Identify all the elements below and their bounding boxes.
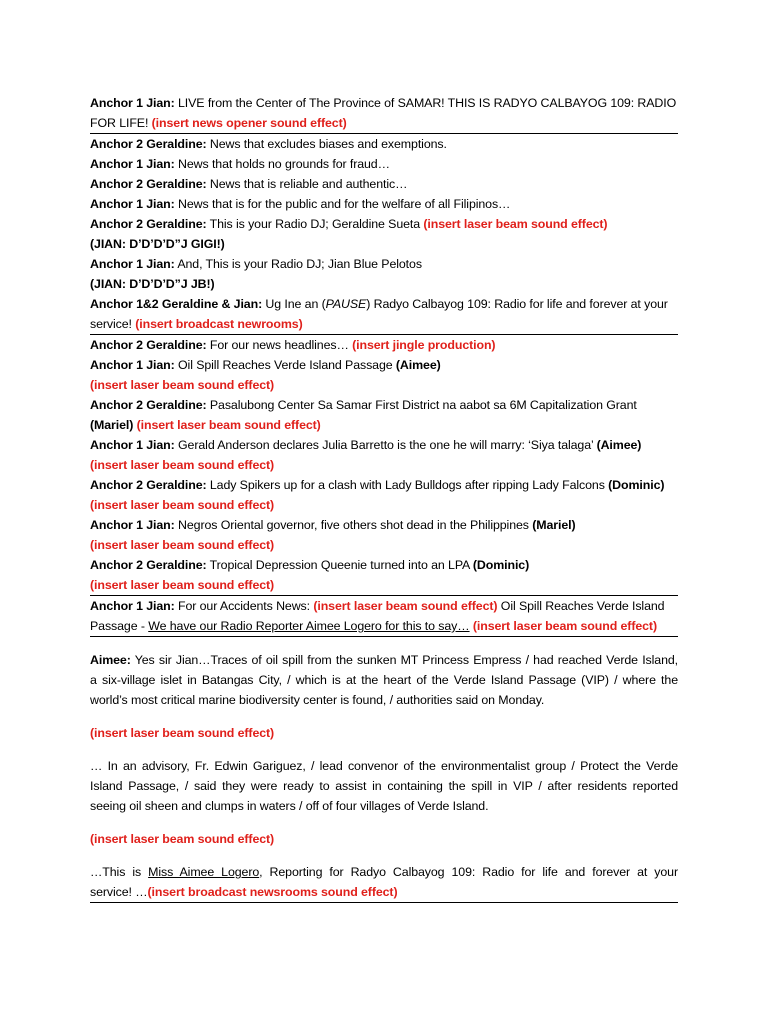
line-text: Yes sir Jian…Traces of oil spill from the sunken MT Princess Empress / had reached Verde Island, xyxy=(130,653,678,667)
sound-cue: (insert laser beam sound effect) xyxy=(90,832,275,846)
line-text: ) Radyo Calbayog 109: Radio for life and forever at your xyxy=(366,297,668,311)
sound-cue: (insert laser beam sound effect) xyxy=(90,378,275,392)
paragraph-gap xyxy=(90,710,678,723)
line-text: Gerald Anderson declares Julia Barretto is the one he will marry: ‘Siya talaga’ xyxy=(174,438,597,452)
speaker-label: Anchor 2 Geraldine: xyxy=(90,558,207,572)
line-text: Negros Oriental governor, five others shot dead in the Philippines xyxy=(174,518,533,532)
script-line xyxy=(90,335,678,355)
script-line xyxy=(90,575,678,595)
report-line xyxy=(90,670,678,690)
speaker-label: (Mariel) xyxy=(532,518,576,532)
line-text: For our news headlines… xyxy=(206,338,353,352)
script-line xyxy=(90,415,678,435)
underlined-text: Miss Aimee Logero xyxy=(148,865,260,879)
line-text: For our Accidents News: xyxy=(174,599,314,613)
report-line xyxy=(90,690,678,710)
script-line xyxy=(90,375,678,395)
sound-cue: (insert laser beam sound effect) xyxy=(313,599,498,613)
script-line xyxy=(90,93,678,113)
speaker-label: Anchor 1 Jian: xyxy=(90,257,175,271)
report-line xyxy=(90,650,678,670)
speaker-label: (Dominic) xyxy=(472,558,530,572)
script-line xyxy=(90,596,678,616)
sound-cue: (insert laser beam sound effect) xyxy=(90,726,275,740)
line-text: , Reporting for Radyo Calbayog 109: Radio for life and forever at your xyxy=(259,865,678,879)
sound-cue: (insert news opener sound effect) xyxy=(151,116,347,130)
line-text: …This is xyxy=(90,865,149,879)
line-text: LIVE from the Center of The Province of SAMAR! THIS IS RADYO CALBAYOG 109: RADIO xyxy=(174,96,677,110)
speaker-label: Anchor 1 Jian: xyxy=(90,599,175,613)
speaker-label: Anchor 2 Geraldine: xyxy=(90,137,207,151)
script-line xyxy=(90,535,678,555)
line-text: Oil Spill Reaches Verde Island xyxy=(497,599,665,613)
script-segment xyxy=(90,596,678,637)
report-line xyxy=(90,796,678,816)
report-line xyxy=(90,882,678,902)
speaker-label: (Dominic) xyxy=(608,478,665,492)
line-text: Lady Spikers up for a clash with Lady Bulldogs after ripping Lady Falcons xyxy=(206,478,609,492)
script-line xyxy=(90,616,678,636)
sound-cue: (insert jingle production) xyxy=(352,338,496,352)
sound-cue: (insert broadcast newrooms) xyxy=(135,317,303,331)
line-text: Oil Spill Reaches Verde Island Passage xyxy=(174,358,396,372)
line-text: News that is for the public and for the welfare of all Filipinos… xyxy=(174,197,511,211)
report-line xyxy=(90,756,678,776)
script-line xyxy=(90,154,678,174)
underlined-text: We have our Radio Reporter Aimee Logero for this to say… xyxy=(148,619,470,633)
line-text: News that holds no grounds for fraud… xyxy=(174,157,390,171)
script-line xyxy=(90,134,678,154)
script-line xyxy=(90,234,678,254)
speaker-label: Anchor 1 Jian: xyxy=(90,438,175,452)
speaker-label: (Aimee) xyxy=(596,438,642,452)
line-text: News that is reliable and authentic… xyxy=(206,177,408,191)
line-text: Island Passage, / said they were ready to assist in containing the spill in VIP / after residents reported xyxy=(90,779,678,793)
script-line xyxy=(90,435,678,455)
report-line xyxy=(90,829,678,849)
sound-cue: (insert laser beam sound effect) xyxy=(472,619,657,633)
script-segment xyxy=(90,335,678,596)
sound-cue: (insert laser beam sound effect) xyxy=(136,418,321,432)
speaker-label: Anchor 2 Geraldine: xyxy=(90,338,207,352)
report-line xyxy=(90,776,678,796)
script-segment xyxy=(90,134,678,335)
sound-cue: (insert laser beam sound effect) xyxy=(90,538,275,552)
script-line xyxy=(90,174,678,194)
line-text: world’s most critical marine biodiversity center is found, / authorities said on Monday. xyxy=(90,693,545,707)
report-line xyxy=(90,723,678,743)
sound-cue: (insert broadcast newsrooms sound effect) xyxy=(147,885,398,899)
stage-direction: PAUSE xyxy=(325,297,367,311)
line-text: a six-village islet in Batangas City, / which is at the heart of the Verde Island Passage (VIP) / where the xyxy=(90,673,678,687)
script-line xyxy=(90,294,678,314)
speaker-label: Anchor 1 Jian: xyxy=(90,518,175,532)
script-line xyxy=(90,495,678,515)
paragraph-gap xyxy=(90,743,678,756)
script-segment xyxy=(90,93,678,134)
script-line xyxy=(90,515,678,535)
line-text: seeing oil sheen and clumps in waters / off of four villages of Verde Island. xyxy=(90,799,489,813)
script-line xyxy=(90,254,678,274)
script-segments xyxy=(90,93,678,637)
line-text: FOR LIFE! xyxy=(90,116,152,130)
paragraph-gap xyxy=(90,849,678,862)
paragraph-gap xyxy=(90,637,678,650)
script-line xyxy=(90,395,678,415)
speaker-label: Anchor 2 Geraldine: xyxy=(90,177,207,191)
script-line xyxy=(90,274,678,294)
script-line xyxy=(90,455,678,475)
script-page xyxy=(90,93,678,903)
speaker-label: Anchor 1 Jian: xyxy=(90,157,175,171)
line-text: service! … xyxy=(90,885,148,899)
sound-cue: (insert laser beam sound effect) xyxy=(423,217,608,231)
reporter-report xyxy=(90,637,678,903)
speaker-label: Anchor 2 Geraldine: xyxy=(90,398,207,412)
line-text: Tropical Depression Queenie turned into an LPA xyxy=(206,558,473,572)
speaker-label: Anchor 1 Jian: xyxy=(90,358,175,372)
script-line xyxy=(90,555,678,575)
script-line xyxy=(90,314,678,334)
sound-cue: (insert laser beam sound effect) xyxy=(90,498,275,512)
speaker-label: Anchor 2 Geraldine: xyxy=(90,478,207,492)
closing-rule xyxy=(90,902,678,903)
speaker-label: Anchor 1 Jian: xyxy=(90,96,175,110)
paragraph-gap xyxy=(90,816,678,829)
script-line xyxy=(90,194,678,214)
report-line xyxy=(90,862,678,882)
line-text: Passage - xyxy=(90,619,149,633)
line-text: service! xyxy=(90,317,136,331)
speaker-label: Anchor 1 Jian: xyxy=(90,197,175,211)
sound-cue: (insert laser beam sound effect) xyxy=(90,458,275,472)
line-text: And, This is your Radio DJ; Jian Blue Pelotos xyxy=(174,257,422,271)
speaker-label: Anchor 2 Geraldine: xyxy=(90,217,207,231)
line-text: Pasalubong Center Sa Samar First District na aabot sa 6M Capitalization Grant xyxy=(206,398,637,412)
speaker-label: (JIAN: D’D’D’D”J JB!) xyxy=(90,277,215,291)
speaker-label: (JIAN: D’D’D’D”J GIGI!) xyxy=(90,237,225,251)
speaker-label: (Aimee) xyxy=(395,358,441,372)
script-line xyxy=(90,113,678,133)
speaker-label: (Mariel) xyxy=(90,418,134,432)
script-line xyxy=(90,214,678,234)
sound-cue: (insert laser beam sound effect) xyxy=(90,578,275,592)
speaker-label: Aimee: xyxy=(90,653,131,667)
speaker-label: Anchor 1&2 Geraldine & Jian: xyxy=(90,297,263,311)
script-line xyxy=(90,355,678,375)
script-line xyxy=(90,475,678,495)
line-text: This is your Radio DJ; Geraldine Sueta xyxy=(206,217,424,231)
line-text: News that excludes biases and exemptions. xyxy=(206,137,447,151)
line-text: Ug Ine an ( xyxy=(262,297,326,311)
line-text: … In an advisory, Fr. Edwin Gariguez, / lead convenor of the environmentalist group / Protect the Verde xyxy=(90,759,678,773)
